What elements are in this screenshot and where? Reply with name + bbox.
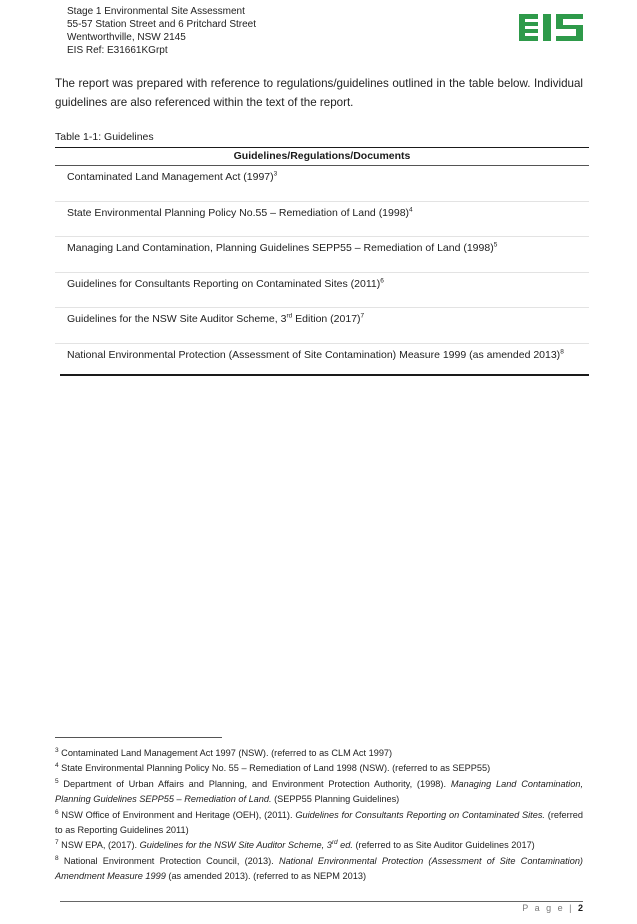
document-header xyxy=(67,5,256,57)
page-label: P a g e xyxy=(522,903,565,913)
table-row xyxy=(55,202,589,238)
ordinal-suffix: rd xyxy=(286,312,293,320)
table-row xyxy=(55,344,589,379)
footer-rule xyxy=(60,901,583,902)
cell-text: Guidelines for the NSW Site Auditor Scheme, 3 xyxy=(67,313,287,325)
header-line: EIS Ref: E31661KGrpt xyxy=(67,45,168,56)
footnote: $^6$ NSW Office of Environment and Heritage (OEH), (2011). Guidelines for Consultants Reporting on Contaminated Sites. (referred to as Reporting Guidelines 2011) xyxy=(55,808,583,836)
header-line: 55-57 Station Street and 6 Pritchard Street xyxy=(67,19,256,30)
cell-text: Contaminated Land Management Act (1997) xyxy=(67,171,274,183)
table-row xyxy=(55,237,589,273)
footnotes xyxy=(55,746,583,885)
header-line: Wentworthville, NSW 2145 xyxy=(67,32,186,43)
table-bottom-rule xyxy=(60,374,589,376)
table-row xyxy=(55,308,589,344)
footnote-ref: 8 xyxy=(560,348,564,355)
table-header: Guidelines/Regulations/Documents xyxy=(55,148,589,166)
table-caption: Table 1-1: Guidelines xyxy=(55,131,154,143)
table-row xyxy=(55,166,589,202)
footnote: $^7$ NSW EPA, (2017). Guidelines for the NSW Site Auditor Scheme, 3rd ed. (referred to as Site Auditor Guidelines 2017) xyxy=(55,839,535,851)
intro-paragraph: The report was prepared with reference to regulations/guidelines outlined in the table below. Individual guidelines are also referenced within the text of the report. xyxy=(55,77,583,109)
footnote: $^3$ Contaminated Land Management Act 1997 (NSW). (referred to as CLM Act 1997) xyxy=(55,746,393,758)
footnote-ref: 7 xyxy=(360,312,365,320)
cell-text: Guidelines for Consultants Reporting on Contaminated Sites (2011) xyxy=(67,277,381,290)
table-row xyxy=(55,273,589,309)
cell-text: Managing Land Contamination, Planning Guidelines SEPP55 – Remediation of Land (1998) xyxy=(67,242,494,254)
footnote-separator xyxy=(55,737,222,738)
header-line: Stage 1 Environmental Site Assessment xyxy=(67,6,245,17)
cell-text: State Environmental Planning Policy No.55 – Remediation of Land (1998) xyxy=(67,206,410,219)
footnote-ref: 5 xyxy=(493,241,498,249)
footnote-ref: 6 xyxy=(380,277,384,284)
eis-logo xyxy=(519,14,583,43)
guidelines-table xyxy=(55,147,589,378)
page-footer: P a g e | 2 xyxy=(522,903,583,913)
footnote: $^5$ Department of Urban Affairs and Planning, and Environment Protection Authority, (1998). Managing Land Contamination, Planning Guidelines SEPP55 – Remediation of Land. (SEPP55 Planning Guidelines) xyxy=(55,777,583,805)
footnote: $^4$ State Environmental Planning Policy No. 55 – Remediation of Land 1998 (NSW). (referred to as SEPP55) xyxy=(55,762,491,774)
cell-text: National Environmental Protection (Assessment of Site Contamination) Measure 1999 (as amended 2013) xyxy=(67,348,561,361)
page-number: 2 xyxy=(577,903,583,913)
cell-text: Edition (2017) xyxy=(292,313,361,325)
footnote: $^8$ National Environment Protection Council, (2013). National Environmental Protection (Assessment of Site Contamination) Amendment Measure 1999 (as amended 2013). (referred to as NEPM 2013) xyxy=(55,854,583,882)
footnote-ref: 3 xyxy=(273,170,278,178)
footnote-ref: 4 xyxy=(409,206,413,213)
